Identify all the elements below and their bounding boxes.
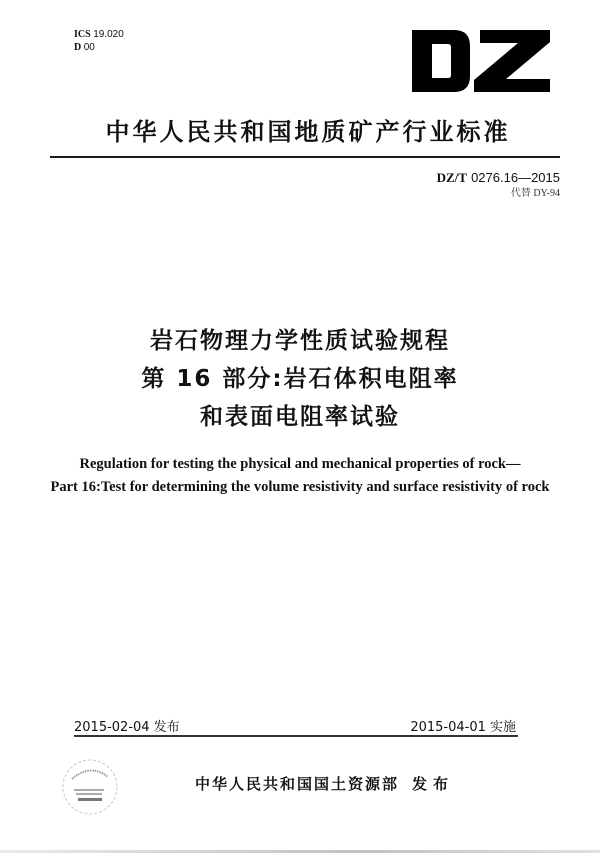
standard-prefix: DZ/T bbox=[436, 170, 467, 185]
chinese-title-line-3: 和表面电阻率试验 bbox=[200, 404, 400, 430]
classification-codes bbox=[74, 28, 124, 54]
chinese-title bbox=[0, 322, 600, 436]
standard-type-title: 中华人民共和国地质矿产行业标准 bbox=[105, 118, 511, 146]
ics-value: 19.020 bbox=[93, 29, 124, 40]
standard-code: 0276.16—2015 bbox=[471, 170, 560, 185]
ccs-value: 00 bbox=[83, 42, 95, 53]
ccs-code bbox=[74, 41, 124, 54]
standard-number bbox=[437, 170, 560, 186]
publisher-name: 中华人民共和国国土资源部 bbox=[195, 775, 400, 793]
chinese-title-line-2: 第 16 部分:岩石体积电阻率 bbox=[141, 366, 459, 392]
english-title-line-1: Regulation for testing the physical and mechanical properties of rock— bbox=[79, 456, 521, 472]
chinese-title-line-1: 岩石物理力学性质试验规程 bbox=[150, 328, 450, 354]
standard-number-block bbox=[437, 170, 560, 201]
ics-code bbox=[74, 28, 124, 41]
issue-date: 2015-02-04 发布 bbox=[74, 720, 180, 735]
effective-date: 2015-04-01 实施 bbox=[410, 720, 516, 735]
dz-logo bbox=[412, 30, 552, 92]
dz-logo-icon bbox=[412, 30, 552, 92]
ics-label: ICS bbox=[74, 29, 91, 40]
bottom-divider bbox=[74, 735, 518, 737]
english-title bbox=[0, 453, 600, 499]
seal-stamp-icon bbox=[60, 757, 120, 817]
publish-label: 发布 bbox=[412, 775, 455, 793]
ccs-label: D bbox=[74, 42, 82, 53]
replaces-note: 代替 DY-94 bbox=[510, 188, 560, 199]
english-title-line-2: Part 16:Test for determining the volume resistivity and surface resistivity of rock bbox=[50, 479, 550, 495]
top-divider bbox=[50, 156, 560, 158]
